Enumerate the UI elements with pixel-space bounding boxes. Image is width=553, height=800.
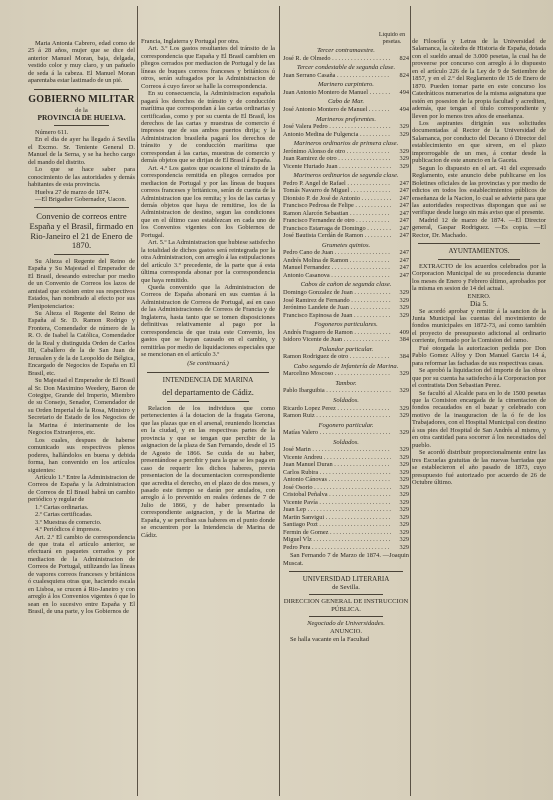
section-title: Tercer contramaestre. <box>317 47 375 55</box>
list-item <box>283 446 409 454</box>
continuara: (Se continuará.) <box>187 360 229 368</box>
list-item <box>283 225 409 233</box>
person-name: Antonio Casanova . . . <box>283 272 391 280</box>
month-heading: ENERO. <box>467 292 491 300</box>
universidad-paragraph-2: Los aspirantes dirigirán sus solicitudes documentadas al Rector de la Universidad de Salamanca, por conducto del Decano ó Director del establecimiento en que sirven, en el plazo improrrogable de un mes, á contar desde la publicacion de este anuncio en la Gaceta. <box>412 119 546 165</box>
divider <box>309 594 383 595</box>
list-item <box>283 521 409 529</box>
person-name: José R. de Olmedo . . . <box>283 55 391 63</box>
person-name: José Ramirez de Fernando . . . <box>283 297 391 305</box>
list-item <box>283 499 409 507</box>
amount: 329 <box>399 429 409 437</box>
acuerdo-paragraph: Se acordó aprobar y remitir á la sancion de la Junta Municipal las cuentas del movimiento de fondos municipales en 1872-73, así como también el proyecto de presupuesto adicional al ordinario corriente, formado por la Comision del ramo. <box>412 307 546 345</box>
list-item <box>283 491 409 499</box>
person-name: Domingo Gonzalez de Juan . . . <box>283 289 391 297</box>
convenio-title: Convenio de correos entre España y el Brasil, firmado en Rio-Janeiro el 21 de Enero de 1870. <box>29 211 134 251</box>
anuncio: ANUNCIO. <box>329 628 363 636</box>
list-item <box>283 514 409 522</box>
list-item <box>283 461 409 469</box>
amount: 329 <box>399 483 409 491</box>
universidad-signature: Madrid 12 de marzo de 1874. —El Director general, Gaspar Rodriguez. —Es copia. —El Rector, Dr. Machado. <box>412 216 546 239</box>
list-item <box>283 72 409 80</box>
section-title: Cabos de cañon de segunda clase. <box>300 281 392 289</box>
divider <box>34 89 129 90</box>
person-name: Ricardo Lopez Perez . . . <box>283 405 391 413</box>
list-item <box>283 123 409 131</box>
amount: 494 <box>399 106 409 114</box>
day-heading: Dia 5. <box>469 299 489 309</box>
person-name: Francisco Pedrosa de Felipe . . . <box>283 202 391 210</box>
list-item <box>283 405 409 413</box>
person-name: José Osorio . . . <box>283 484 391 492</box>
convenio-article-5: Art. 5.º La Administracion que hubiese satisfecho la totalidad de dichos gastos será reintegrada por la otra Administracion, con arreglo á las estipulaciones del artículo 3.º precedente, de la parte que á esta última corresponda abonar por la correspondencia que haya remitido. <box>141 239 275 284</box>
amount: 384 <box>399 336 409 344</box>
universidad-paragraph: Se halla vacante en la Facultad <box>290 635 369 643</box>
negociado: Negociado de Universidades. <box>307 620 385 628</box>
personnel-list <box>283 47 409 551</box>
amount: 329 <box>399 476 409 484</box>
convenio-article-4: Art. 4.º Los gastos que ocasione el tránsito de la correspondencia remitida en pliegos cerrados por mediacion de Portugal y por las líneas de buques correos franceses y británicos, serán de cuenta de la Administracion que los remita; y los de las cartas y demás objetos que haya de remitirse, los de la Administracion de destino, segun las condiciones que en el último caso establezcan en cada uno de los Convenios vigentes con los Gobiernos de Portugal. <box>141 164 275 239</box>
acuerdo-paragraph: Se acordó distribuir proporcionalmente entre las tres Escuelas gratuitas de las nuevas barriadas que se establecieron el año pasado de 1873, cuyo presupuesto fué autorizado por acuerdo de 26 de Octubre último. <box>412 449 546 486</box>
column-rule <box>279 6 280 796</box>
amount: 329 <box>399 498 409 506</box>
section-title: Marinero carpintero. <box>318 81 374 89</box>
amount: 329 <box>399 528 409 536</box>
person-name: Ramon Rodriguez de otro . . . <box>283 353 391 361</box>
list-item <box>283 195 409 203</box>
amount: 329 <box>399 311 409 319</box>
person-name: José Bautista Cerdán de Ramon . . . <box>283 232 391 240</box>
list-item <box>283 106 409 114</box>
acuerdo-paragraph: Fué otorgada la autorizacion pedida por Don Pablo Gomez Alfoy y Don Manuel Garcia 14 á, para reformar las fachadas de sus respectivas casas. <box>412 344 546 367</box>
amount: 329 <box>399 147 409 155</box>
universidad-subtitle: de Sevilla. <box>332 583 360 591</box>
amount: 329 <box>399 404 409 412</box>
person-name: Fermin de Gomez . . . <box>283 529 391 537</box>
person-name: Miguel Vlz . . . <box>283 536 391 544</box>
list-item <box>283 370 409 378</box>
amount: 329 <box>399 304 409 312</box>
numero: Número 611. <box>35 128 69 136</box>
list-item <box>283 484 409 492</box>
section-title: Tercer condestable de segunda clase. <box>296 64 396 72</box>
person-name: Juan Manuel Duran . . . <box>283 461 391 469</box>
person-name: Dionisio P. de José de Antonio . . . <box>283 195 391 203</box>
list-item <box>283 289 409 297</box>
person-name: Pablo Ibarguibia . . . <box>283 387 391 395</box>
list-item <box>283 336 409 344</box>
person-name: Francisco Espinosa de Juan . . . <box>283 312 391 320</box>
list-item <box>283 272 409 280</box>
section-title: Soldados. <box>333 396 359 404</box>
convenio-paragraph-1: Su Alteza el Regente del Reino de España y Su Majestad el Emperador de El Brasil, deseando estrechar por medio de un Convenio de Correos los lazos de amistad que existen entre sus respectivos Estados, han nombrado al efecto por sus Plenipotenciarios: <box>28 257 135 310</box>
amount: 329 <box>399 543 409 551</box>
person-name: Matías Valero . . . <box>283 429 391 437</box>
person-name: Juan Ramirez de otro . . . <box>283 155 391 163</box>
convenio-list-item: 1.º Cartas ordinarias. <box>35 503 89 511</box>
person-name: José Valera Pedro . . . <box>283 123 391 131</box>
list-item <box>283 257 409 265</box>
amount: 247 <box>399 224 409 232</box>
amount: 247 <box>399 249 409 257</box>
section-title: Soldados. <box>333 438 359 446</box>
amount: 329 <box>399 468 409 476</box>
gobierno-province: PROVINCIA DE HUELVA. <box>37 113 126 123</box>
intendencia-paragraph: Relacion de los individuos que como pertenecientes á la dotacion de la fragata Gerona, que las plazas que en el arsenal, reuniendo licencias en la ciudad, y en las respectivas partes de la provincia y que se tengan que percibir de la asignacion de la plaza de San Fernando, desde el 15 de Agosto de 1866. Se cuida de su haber, presentándose a percibir y para la que se les paga en caso de requerir los dichos haberes, previa presentacion de la documentacion correspondiente que acredita el derecho, en el plazo de dos meses, y pasado este tiempo se darán por anulados, con arreglo á lo prevenido en reales órdenes de 7 de Julio de 1866, y de haber presentado la correspondiente asignacion, y de la Marina de España, y se perciban sus haberes en el punto donde se encuentren por la Intendencia de Marina de Cádiz. <box>141 405 275 539</box>
list-item <box>283 412 409 420</box>
list-item <box>283 429 409 437</box>
column-2 <box>141 38 275 800</box>
convenio-article-1: Artículo 1.º Entre la Administracion de Correos de España y la Administracion de Correos de El Brasil habrá un cambio periódico y regular de <box>28 473 135 504</box>
divider <box>309 616 383 617</box>
list-item <box>283 312 409 320</box>
amount: 384 <box>399 353 409 361</box>
amount: 329 <box>399 461 409 469</box>
list-item <box>283 187 409 195</box>
divider <box>418 243 540 244</box>
divider <box>147 372 269 373</box>
amount: 247 <box>399 202 409 210</box>
gobierno-de: de la <box>75 106 88 114</box>
convenio-list-item: 4.º Periódicos é impresos. <box>35 526 102 534</box>
list-item <box>283 249 409 257</box>
convenio-paragraph: En su consecuencia, la Administracion española pagará los derechos de tránsito y de conducción marítima que correspondan á las cartas ordinarias y certificadas, como y por su cuenta de El Brasil, los derechos de las cartas y muestras de comercio é impresos que de sus ambos puertos dirija; y la Administracion brasileña pagará los derechos de tránsito y de conducción marítima que correspondan á las cartas, muestras de comercio y demás objetos que se dirijan de El Brasil á España. <box>141 90 275 165</box>
amount: 329 <box>399 387 409 395</box>
intendencia-subtitle: del departamento de Cádiz. <box>162 387 254 397</box>
amount: 329 <box>399 162 409 170</box>
column-3 <box>283 32 409 800</box>
person-name: Francisco Fernandez de otro . . . <box>283 217 391 225</box>
list-item <box>283 506 409 514</box>
section-title: Palandor particular. <box>318 345 374 353</box>
person-name: Pedro P. Angel de Rafael . . . <box>283 180 391 188</box>
convenio-list-item: 3.º Muestras de comercio. <box>35 518 102 526</box>
amount: 329 <box>399 446 409 454</box>
person-name: Tomás Navarro de Miguel . . . <box>283 187 391 195</box>
universidad-continued: de Filosofía y Letras de la Universidad de Salamanca, la cátedra de Historia de España, dotada con el sueldo anual de 3.000 pesetas, la cual ha de proveerse por concurso con arreglo á lo dispuesto en el artículo 226 de la Ley de 9 de Setiembre de 1857, y en el 2.º del Reglamento de 15 de Enero de 1870. Pueden tomar parte en este concurso los Catedráticos numerarios de la misma asignatura que estén en posesion de la propia facultad y acrediten, además, que tengan el título correspondiente y lleven por lo menos tres años de enseñanza. <box>412 38 546 120</box>
person-name: Antonio Medina de Fulgencia . . . <box>283 131 391 139</box>
person-name: José Antonio Montero de Manuel . . . <box>283 106 391 114</box>
acuerdo-paragraph: Se facultó al Alcalde para en lo de 1500 pesetas que la Comision encargada de la cimentacion de fondos recaudados en el bazar y celebrado con motivo de la inauguracion de la ó fe de los Trabajadores, con el Hospital Municipal con destino á sus pies del Hospital de San Andrés al mismo, y en otra cantidad para socorrer á los necesitados del pueblo. <box>412 389 546 449</box>
list-item <box>283 155 409 163</box>
intendencia-title: INTENDENCIA DE MARINA <box>162 375 254 384</box>
person-name: Martin Sanvigui . . . <box>283 514 391 522</box>
list-item <box>283 89 409 97</box>
gobierno-militar-title: GOBIERNO MILITAR <box>28 93 135 105</box>
list-item <box>283 217 409 225</box>
person-name: Pedro Pera . . . <box>283 544 391 552</box>
list-item <box>283 264 409 272</box>
amount: 247 <box>399 264 409 272</box>
list-item <box>283 210 409 218</box>
section-title: Fogonero particular. <box>318 421 374 429</box>
list-item <box>283 329 409 337</box>
person-name: Isidoro Vicente de Juan . . . <box>283 336 391 344</box>
convenio-paragraph-3: Su Majestad el Emperador de El Brasil al Sr. Don Maximino Weedery, Baron de Cotegipe, Grande del Imperio, Miembro de su Consejo, Senador, Comendador de su Orden Imperial de la Rosa, Ministro y Secretario de Estado de los Negocios de la Marina é interinamente de los Negocios Extranjeros, etc. <box>28 377 135 437</box>
amount: 824 <box>399 54 409 62</box>
missing-person-description: Maria Antonia Cabrero, edad como de 25 á 28 años, mujer que se dice del anterior Manuel Moran, baja, delgada, vestido color y muy claro, y un pañuelo de seda á la cabeza. El Manuel Moran aparentaba estar lastimado de un pié. <box>28 40 135 85</box>
list-item <box>283 454 409 462</box>
amount: 494 <box>399 88 409 96</box>
amount: 824 <box>399 71 409 79</box>
amount: 329 <box>399 155 409 163</box>
convenio-list-item: 2.º Cartas certificadas. <box>35 511 93 519</box>
person-name: José Marin . . . <box>283 446 391 454</box>
list-item <box>283 148 409 156</box>
person-name: Santiago Pozt . . . <box>283 521 391 529</box>
person-name: Juan Lep . . . <box>283 506 391 514</box>
section-title: Marineros preferentes. <box>315 115 377 123</box>
list-item <box>283 304 409 312</box>
amount: 247 <box>399 209 409 217</box>
person-name: Antonio Cánovas . . . <box>283 476 391 484</box>
person-name: Vicente Andreu . . . <box>283 454 391 462</box>
convenio-paragraph: Queda convenido que la Administracion de Correos de España abonará en sus cuentas á la Administracion de Correos de Portugal, así en caso de las Administraciones de Correos de Francia y de Inglaterra, hasta tanto que se tomen disposiciones definitivas relativamente al pago por la correspondencia de que trata este Convenio, los gastos que se hayan causado en el cambio, y remitirlas por medio de liquidaciones especiales que se mencionan en el artículo 3.º <box>141 283 275 359</box>
list-item <box>283 202 409 210</box>
person-name: Cristobal Peñalva . . . <box>283 491 391 499</box>
person-name: Vicente Hurtado Juan . . . <box>283 163 391 171</box>
person-name: Ramon Ruiz . . . <box>283 412 391 420</box>
convenio-continued: Francia, Inglaterra y Portugal por otra. <box>141 38 240 45</box>
list-item <box>283 131 409 139</box>
amount: 329 <box>399 123 409 131</box>
section-title: Marineros ordinarios de segunda clase. <box>293 172 399 180</box>
gobierno-signature: —El Brigadier Gobernador, Uacon. <box>35 195 127 203</box>
list-item <box>283 297 409 305</box>
person-name: Vicente Pavía . . . <box>283 499 391 507</box>
section-title: Fogoneros particulares. <box>314 321 378 329</box>
amount: 247 <box>399 179 409 187</box>
column-4 <box>412 38 546 800</box>
divider <box>289 571 403 572</box>
amount: 329 <box>399 521 409 529</box>
list-item <box>283 476 409 484</box>
universidad-paragraph-3: Segun lo dispuesto en el art. 41 del expresado Reglamento, este anuncio debe publicarse en los Boletines oficiales de las provincias y por medio de edictos en todos los establecimientos públicos de enseñanza de la Nacion, lo cual se advierte para que las autoridades respectivas dispongan que así se verifique desde luego sin más aviso que el presente. <box>412 164 546 217</box>
amount: 247 <box>399 256 409 264</box>
amount: 329 <box>399 491 409 499</box>
direccion-title: DIRECCION GENERAL DE INSTRUCCION PÚBLICA. <box>283 598 409 613</box>
list-item <box>283 544 409 552</box>
amount: 409 <box>399 328 409 336</box>
gobierno-date: Huelva 27 de marzo de 1874. <box>35 188 111 196</box>
gobierno-paragraph-2: Lo que se hace saber para conocimiento de las autoridades y demás habitantes de esta provincia. <box>28 166 135 189</box>
liquido-header: Líquido en pesetas. <box>378 32 406 45</box>
amount: 247 <box>399 232 409 240</box>
list-item <box>283 529 409 537</box>
list-item <box>283 536 409 544</box>
person-name: Pedro Cano de Juan . . . <box>283 249 391 257</box>
person-name: Francisco Estarraga de Domingo . . . <box>283 225 391 233</box>
divider <box>438 259 520 260</box>
extracto-paragraph: EXTRACTO de los acuerdos celebrados por la Corporacion Municipal de su procedencia durante los meses de Enero y Febrero último, aprobados por la misma en sesion de 14 del actual. <box>412 262 546 293</box>
amount: 329 <box>399 412 409 419</box>
section-title: Tambor. <box>335 379 357 387</box>
person-name: Andrés Molina de Ramon . . . <box>283 257 391 265</box>
section-title: Cabo de Mar. <box>327 98 365 106</box>
person-name: Manuel Fernandez . . . <box>283 264 391 272</box>
amount: 247 <box>399 271 409 279</box>
list-item <box>283 180 409 188</box>
universidad-title: UNIVERSIDAD LITERARIA <box>302 575 390 584</box>
divider <box>167 401 249 402</box>
convenio-article-2: Art. 2.º El cambio de correspondencia de que trata el artículo anterior, se efectuará en paquetes cerrados y por mediacion de la Administracion de Correos de Portugal, utilizando las líneas de vapores correos franceses y británicos ó cualesquiera otras que, haciendo escala en Lisboa, se crucen á Rio-Janeiro y con arreglo á los Convenios vigentes ó que lo sean en lo sucesivo entre España y El Brasil, de una parte, y los Gobiernos de <box>28 533 135 616</box>
column-rule <box>137 6 138 796</box>
person-name: Ramon Alarcón Sebastian . . . <box>283 210 391 218</box>
convenio-article-3: Art. 3.º Los gastos resultantes del tránsito de la correspondencia que España y El Brasil cambien en pliegos cerrados por mediacion de Portugal y de las líneas de buques correos franceses y británicos ú otros, serán sufragados por la Administracion de Correos á cuyo favor se halle la correspondencia. <box>141 45 275 90</box>
divider <box>54 125 109 126</box>
column-rule <box>410 6 411 796</box>
column-1 <box>28 40 135 800</box>
list-item <box>283 163 409 171</box>
divider <box>34 207 129 208</box>
divider <box>54 254 109 255</box>
amount: 329 <box>399 130 409 138</box>
amount: 329 <box>399 513 409 521</box>
amount: 247 <box>399 217 409 225</box>
person-name: Marcelino Moscoso . . . <box>283 370 391 378</box>
marina-signature: San Fernando 7 de Marzo de 1874. —Joaquin Muscat. <box>283 552 409 567</box>
convenio-paragraph-2: Su Alteza el Regente del Reino de España al Sr. D. Ramon Rodrigo y Frontera, Comendador de número de la R. O. de Isabel la Católica, Comendador de la Real y distinguida Orden de Carlos III, Caballero de la de San Juan de Jerusalen y de la de Leopoldo de Bélgica, Encargado de Negocios de España en El Brasil, etc. <box>28 309 135 377</box>
section-title: Grumetes quintos. <box>321 241 371 249</box>
convenio-paragraph-4: Los cuales, despues de haberse comunicado sus respectivos plenos poderes, hallándolos en buena y debida forma, han convenido en los artículos siguientes: <box>28 436 135 474</box>
acuerdo-paragraph: Se aprobó la liquidacion del importe de las obras que por su cuenta ha satisfecho á la Corporacion por el contratista Don Sebastian Perez. <box>412 367 546 390</box>
list-item <box>283 232 409 240</box>
list-item <box>283 387 409 395</box>
amount: 329 <box>399 453 409 461</box>
list-item <box>283 353 409 361</box>
amount: 247 <box>399 194 409 202</box>
person-name: Jerónimo Alonso de otro . . . <box>283 148 391 156</box>
person-name: Juan Serrano Casaña . . . <box>283 72 391 80</box>
amount: 329 <box>399 536 409 544</box>
amount: 247 <box>399 187 409 195</box>
gobierno-paragraph-1: En el dia de ayer ha llegado á Sevilla el Excmo. Sr. Teniente General D. Manuel de la Serna, y se ha hecho cargo del mando del distrito. <box>28 136 135 166</box>
ayuntamientos-title: AYUNTAMIENTOS. <box>448 247 510 256</box>
list-item <box>283 55 409 63</box>
amount: 329 <box>399 370 409 378</box>
person-name: Andrés Fraguero de Ramon . . . <box>283 329 391 337</box>
list-item <box>283 469 409 477</box>
person-name: Juan Antonio Montero de Manuel . . . <box>283 89 391 97</box>
person-name: Carlos Rubira . . . <box>283 469 391 477</box>
section-title: Cabo segundo de Infantería de Marina. <box>293 362 399 370</box>
amount: 329 <box>399 289 409 297</box>
person-name: Jerónimo Landete de Juan . . . <box>283 304 391 312</box>
section-title: Marineros ordinarios de primera clase. <box>293 140 399 148</box>
amount: 329 <box>399 506 409 514</box>
amount: 329 <box>399 296 409 304</box>
